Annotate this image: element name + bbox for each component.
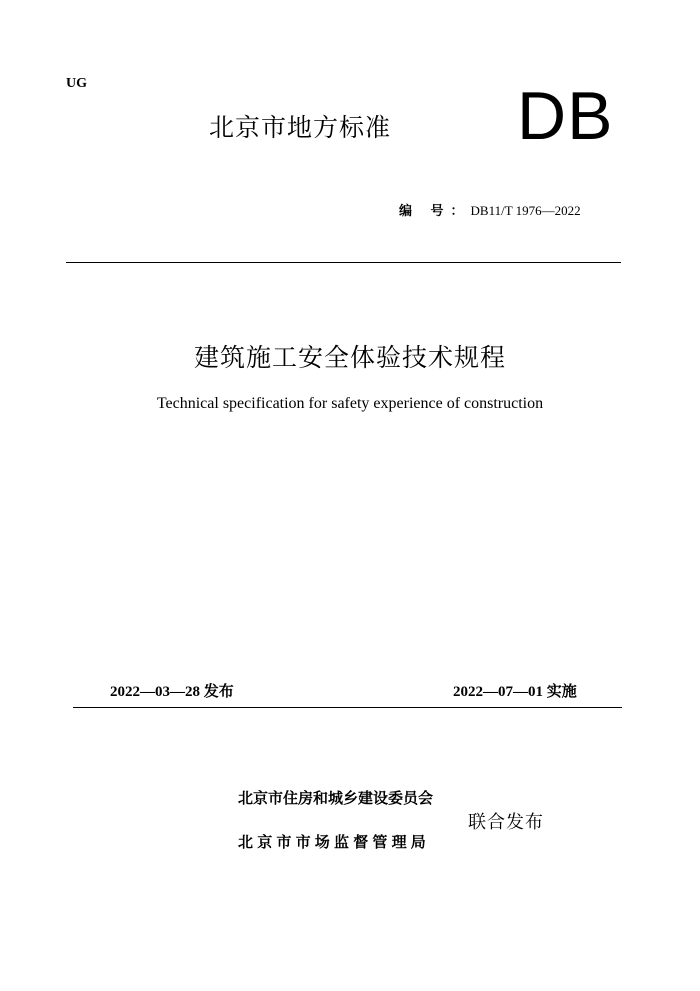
joint-issue-label: 联合发布	[468, 812, 544, 833]
bottom-divider	[73, 707, 622, 708]
document-title-english: Technical specification for safety experience of construction	[156, 395, 544, 412]
standard-number-value: DB11/T 1976—2022	[470, 203, 581, 218]
standard-number	[399, 200, 581, 219]
standard-type-title: 北京市地方标准	[209, 113, 392, 142]
issuer-housing-commission: 北京市住房和城乡建设委员会	[238, 789, 434, 807]
db-logo: DB	[517, 78, 614, 154]
top-divider	[66, 262, 621, 263]
standard-number-label: 编 号：	[399, 204, 471, 219]
document-title-chinese: 建筑施工安全体验技术规程	[193, 343, 506, 372]
issuer-market-regulation-bureau: 北京市市场监督管理局	[238, 833, 431, 851]
category-code: UG	[66, 76, 87, 91]
issue-date: 2022—03—28 发布	[110, 684, 234, 700]
implementation-date: 2022—07—01 实施	[453, 684, 577, 700]
